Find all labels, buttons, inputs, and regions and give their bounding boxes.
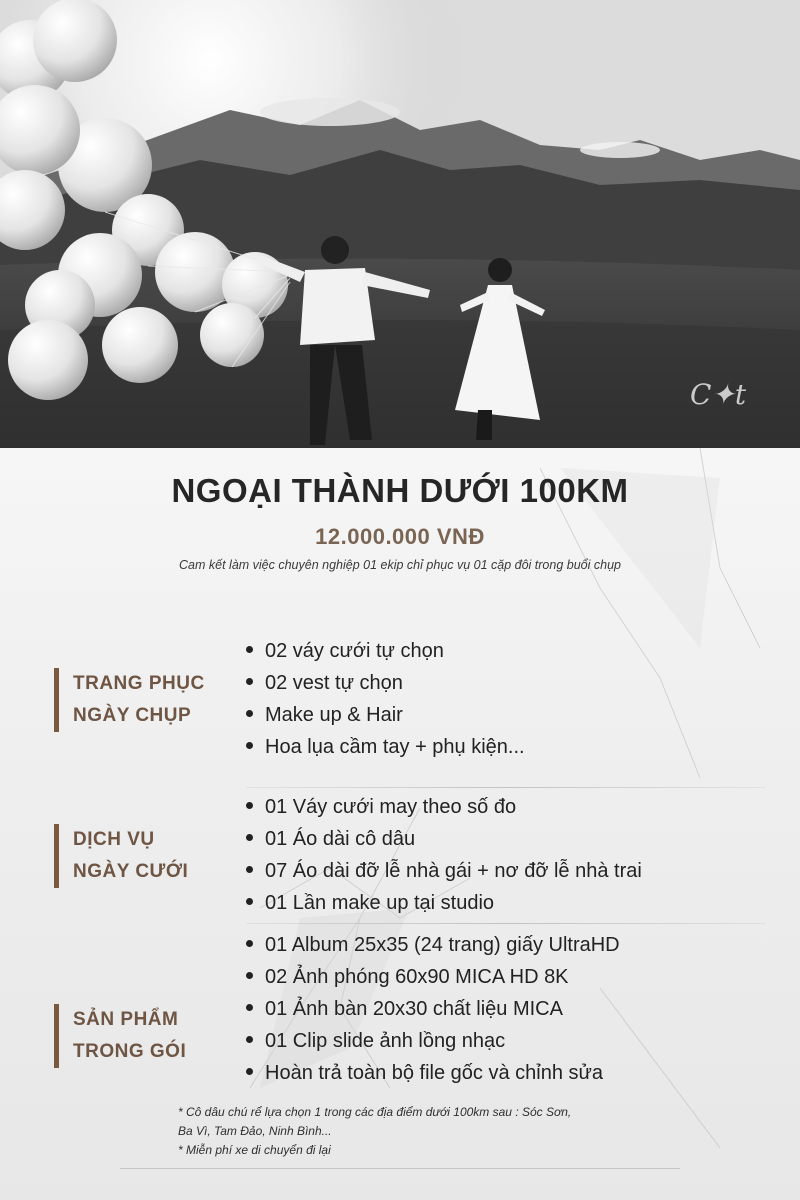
list-item-text: 01 Ảnh bàn 20x30 chất liệu MICA — [265, 998, 563, 1020]
bullet-icon — [246, 678, 253, 685]
section-list-dich-vu — [246, 791, 642, 919]
section-label-line: SẢN PHẨM — [73, 1009, 179, 1030]
list-item — [246, 635, 525, 667]
bullet-icon — [246, 710, 253, 717]
list-item — [246, 731, 525, 763]
list-item-text: 01 Váy cưới may theo số đo — [265, 796, 517, 818]
list-item — [246, 699, 525, 731]
footnote-line: * Miễn phí xe di chuyển đi lại — [178, 1143, 331, 1157]
list-item-text: 07 Áo dài đỡ lễ nhà gái + nơ đỡ lễ nhà trai — [265, 860, 642, 882]
bottom-divider — [120, 1168, 680, 1169]
section-label-line: NGÀY CHỤP — [73, 705, 192, 726]
list-item-text: 01 Áo dài cô dâu — [265, 828, 416, 850]
list-item-text: 02 vest tự chọn — [265, 672, 403, 694]
footnote-line: * Cô dâu chú rể lựa chọn 1 trong các địa điểm dưới 100km sau : Sóc Sơn, — [178, 1105, 572, 1119]
section-list-san-pham — [246, 929, 620, 1089]
section-label-dich-vu — [54, 824, 253, 888]
list-item — [246, 667, 525, 699]
list-item-text: Make up & Hair — [265, 704, 403, 726]
bullet-icon — [246, 834, 253, 841]
section-label-line: NGÀY CƯỚI — [73, 861, 189, 882]
bullet-icon — [246, 866, 253, 873]
list-item — [246, 993, 620, 1025]
section-label-san-pham — [54, 1004, 253, 1068]
bullet-icon — [246, 1036, 253, 1043]
list-item-text: 01 Album 25x35 (24 trang) giấy UltraHD — [265, 934, 620, 956]
list-item — [246, 1057, 620, 1089]
list-item-text: Hoàn trả toàn bộ file gốc và chỉnh sửa — [265, 1062, 604, 1084]
section-label-line: DỊCH VỤ — [73, 829, 155, 850]
list-item — [246, 929, 620, 961]
list-item — [246, 1025, 620, 1057]
bullet-icon — [246, 1004, 253, 1011]
list-item — [246, 855, 642, 887]
section-list-trang-phuc — [246, 635, 525, 763]
bullet-icon — [246, 940, 253, 947]
section-label-trang-phuc — [54, 668, 253, 732]
commitment-text: Cam kết làm việc chuyên nghiệp 01 ekip chỉ phục vụ 01 cặp đôi trong buổi chụp — [179, 558, 621, 572]
couple-balloons-mountain-photo — [0, 0, 800, 448]
section-divider — [246, 787, 766, 788]
list-item — [246, 823, 642, 855]
footnote-line: Ba Vì, Tam Đảo, Ninh Bình... — [178, 1124, 332, 1138]
package-title: NGOẠI THÀNH DƯỚI 100KM — [171, 472, 629, 509]
section-label-line: TRONG GÓI — [73, 1041, 187, 1062]
bullet-icon — [246, 646, 253, 653]
section-label-line: TRANG PHỤC — [73, 673, 205, 694]
list-item-text: 01 Lần make up tại studio — [265, 892, 495, 914]
bullet-icon — [246, 742, 253, 749]
photographer-signature: C✦t — [690, 378, 747, 411]
list-item-text: 01 Clip slide ảnh lồng nhạc — [265, 1030, 506, 1052]
bullet-icon — [246, 802, 253, 809]
list-item-text: 02 Ảnh phóng 60x90 MICA HD 8K — [265, 966, 569, 988]
bullet-icon — [246, 1068, 253, 1075]
bullet-icon — [246, 972, 253, 979]
list-item-text: 02 váy cưới tự chọn — [265, 640, 444, 662]
list-item — [246, 887, 642, 919]
bullet-icon — [246, 898, 253, 905]
package-price: 12.000.000 VNĐ — [315, 524, 485, 549]
footnotes — [178, 1103, 698, 1160]
section-divider — [246, 923, 766, 924]
list-item — [246, 961, 620, 993]
list-item — [246, 791, 642, 823]
list-item-text: Hoa lụa cầm tay + phụ kiện... — [265, 736, 525, 758]
hero-photo — [0, 0, 800, 448]
